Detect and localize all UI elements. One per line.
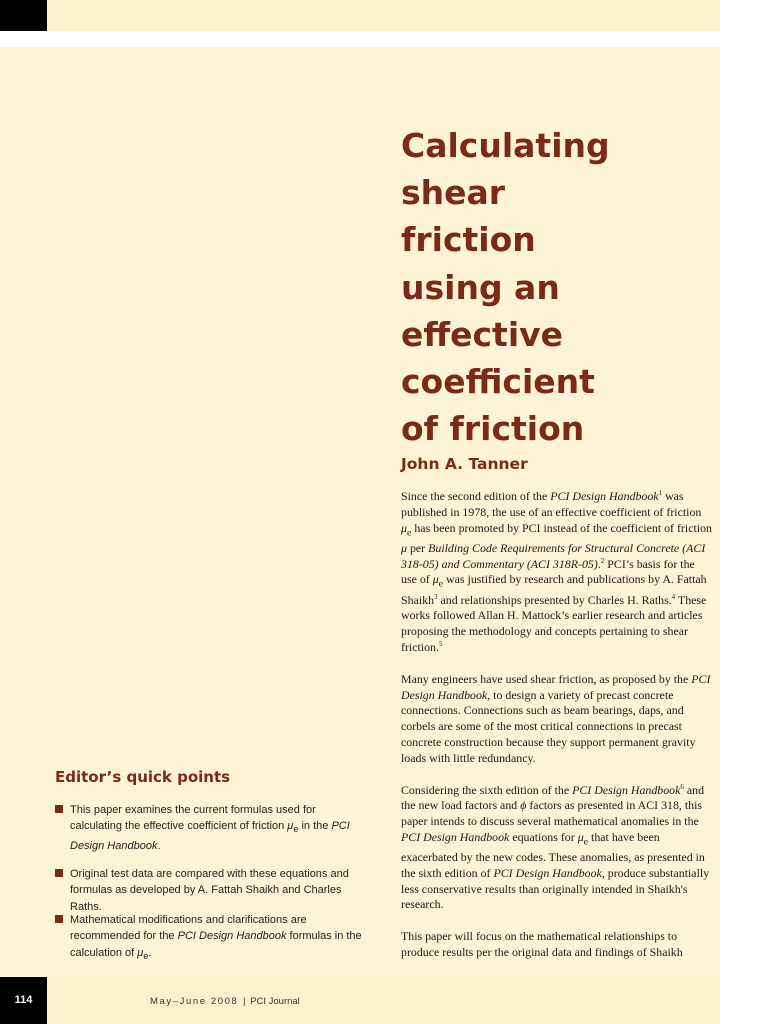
title-line: shear bbox=[401, 173, 506, 213]
footer-bar bbox=[47, 977, 720, 1024]
quick-point-1: This paper examines the current formulas used for calculating the effective coefficient of friction $\mu_e$ in the PCI Design Handbook. bbox=[55, 802, 365, 854]
title-line: coefficient bbox=[401, 362, 595, 402]
quick-points-title: Editor’s quick points bbox=[55, 768, 231, 786]
article-body bbox=[401, 489, 713, 977]
top-bar bbox=[47, 0, 720, 31]
footer-text bbox=[150, 996, 300, 1007]
square-bullet-icon bbox=[55, 915, 63, 923]
body-paragraph-4: This paper will focus on the mathematical relationships to produce results per the original data and findings of Shaikh bbox=[401, 929, 683, 960]
title-line: using an bbox=[401, 267, 560, 307]
square-bullet-icon bbox=[55, 805, 63, 813]
article-author: John A. Tanner bbox=[401, 455, 528, 473]
square-bullet-icon bbox=[55, 869, 63, 877]
top-corner-block bbox=[0, 0, 47, 31]
title-line: effective bbox=[401, 314, 564, 354]
title-line: friction bbox=[401, 220, 536, 260]
journal-name: PCI Journal bbox=[250, 996, 300, 1007]
quick-point-3: Mathematical modifications and clarifications are recommended for the PCI Design Handbook formulas in the calculation of $\mu_e$. bbox=[55, 912, 365, 964]
issue-date: May–June 2008 bbox=[150, 996, 239, 1007]
title-line: of friction bbox=[401, 409, 585, 449]
footer-separator: | bbox=[243, 996, 246, 1007]
body-paragraph-2: Many engineers have used shear friction, as proposed by the PCI Design Handbook, to design a variety of precast concrete connections. Connections such as beam bearings, daps, and corbels are some of the most critical connections in precast concrete construction because they support permanent gravity loads with little redundancy. bbox=[401, 671, 711, 765]
body-paragraph-3: Considering the sixth edition of the PCI Design Handbook$^6$ and the new load factors and ϕ factors as presented in ACI 318, this paper intends to discuss several mathematical anomalies in the PCI Design Handbook equations for $\mu_e$ that have been exacerbated by the new codes. These anomalies, as presented in the sixth edition of PCI Design Handbook, produce substantially less conservative results than originally intended in Shaikh's research. bbox=[401, 782, 710, 912]
body-paragraph-1: Since the second edition of the PCI Design Handbook$^1$ was published in 1978, the use of an effective coefficient of friction $\mu_e$ has been promoted by PCI instead of the coefficient of friction μ per Building Code Requirements for Structural Concrete (ACI 318-05) and Commentary (ACI 318R-05).$^2$ PCI’s basis for the use of $\mu_e$ was justified by research and publications by A. Fattah Shaikh$^3$ and relationships presented by Charles H. Raths.$^4$ These works followed Allan H. Mattock’s earlier research and articles proposing the methodology and concepts pertaining to shear friction.$^5$ bbox=[401, 489, 712, 654]
page-number: 114 bbox=[0, 977, 47, 1024]
article-title bbox=[401, 122, 711, 452]
title-line: Calculating bbox=[401, 126, 610, 165]
quick-point-2: Original test data are compared with these equations and formulas as developed by A. Fattah Shaikh and Charles Raths. bbox=[55, 866, 365, 915]
